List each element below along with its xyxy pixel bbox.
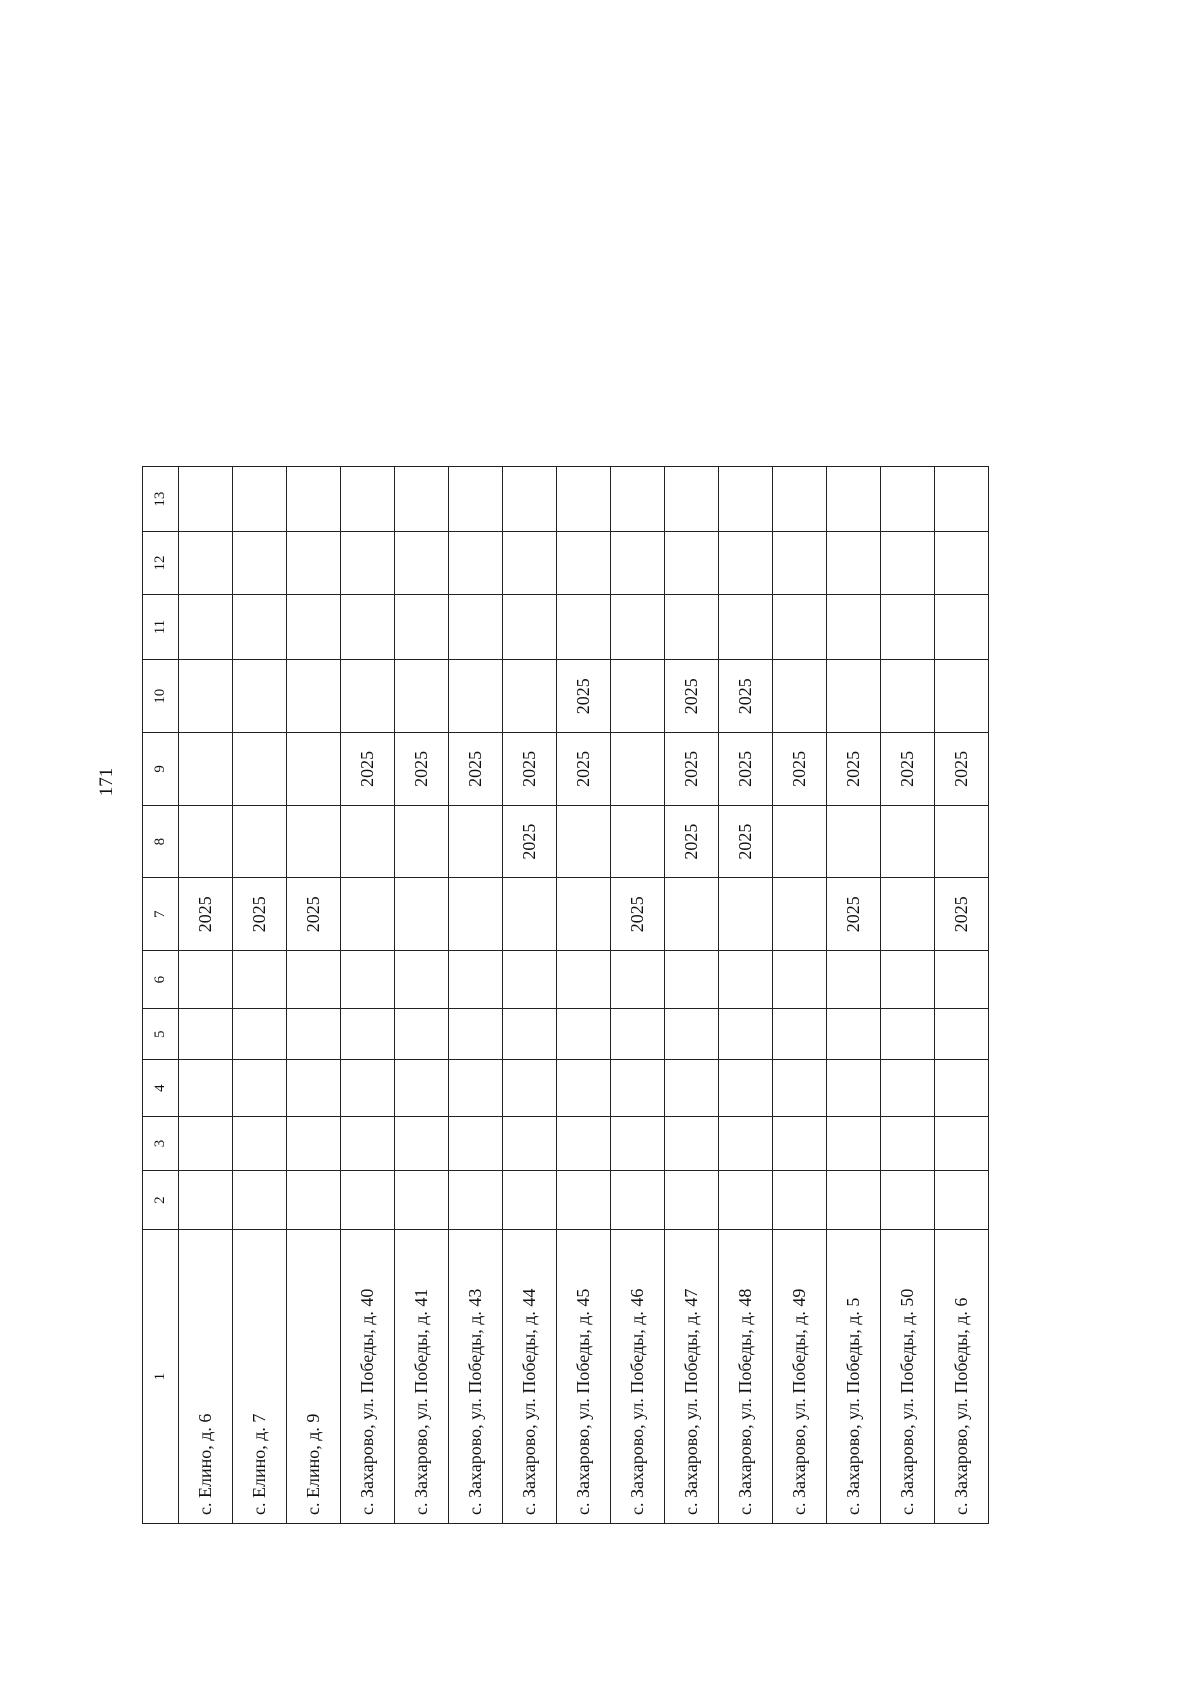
year-cell [233,1170,287,1229]
column-header: 1 [143,1230,179,1524]
year-cell [719,1060,773,1117]
year-cell [665,1009,719,1060]
year-cell [665,467,719,532]
year-cell [233,660,287,733]
year-cell [773,467,827,532]
year-cell [665,594,719,660]
year-cell [233,594,287,660]
column-header: 12 [143,532,179,594]
year-cell [503,1170,557,1229]
column-header: 3 [143,1116,179,1170]
year-cell: 2025 [449,733,503,806]
year-cell [449,1009,503,1060]
column-header: 10 [143,660,179,733]
year-cell [773,805,827,878]
year-cell [233,1060,287,1117]
year-cell [287,532,341,594]
year-cell: 2025 [827,733,881,806]
address-cell: с. Захарово, ул. Победы, д. 47 [665,1230,719,1524]
year-cell [449,805,503,878]
year-cell: 2025 [557,733,611,806]
year-cell [935,532,989,594]
year-cell [665,1170,719,1229]
year-cell [395,1060,449,1117]
address-cell: с. Захарово, ул. Победы, д. 49 [773,1230,827,1524]
column-header: 9 [143,733,179,806]
year-cell [449,1116,503,1170]
year-cell [179,1009,233,1060]
table-row [665,467,719,1524]
year-cell [719,1009,773,1060]
year-cell: 2025 [935,878,989,951]
year-cell [827,660,881,733]
year-cell: 2025 [179,878,233,951]
year-cell [287,805,341,878]
year-cell [233,951,287,1009]
year-cell [503,532,557,594]
year-cell [827,1116,881,1170]
year-cell [665,1116,719,1170]
year-cell [773,951,827,1009]
year-cell: 2025 [665,733,719,806]
year-cell: 2025 [719,660,773,733]
address-cell: с. Захарово, ул. Победы, д. 48 [719,1230,773,1524]
year-cell [233,805,287,878]
table-row [719,467,773,1524]
year-cell [935,1060,989,1117]
year-cell [827,951,881,1009]
table-row [773,467,827,1524]
year-cell [449,467,503,532]
year-cell [233,467,287,532]
year-cell [557,1009,611,1060]
year-cell [557,532,611,594]
year-cell: 2025 [503,805,557,878]
year-cell [287,1116,341,1170]
year-cell: 2025 [395,733,449,806]
year-cell [233,1009,287,1060]
address-cell: с. Захарово, ул. Победы, д. 50 [881,1230,935,1524]
year-cell [611,1009,665,1060]
year-cell [503,878,557,951]
year-cell [449,660,503,733]
year-cell [449,878,503,951]
year-cell [719,951,773,1009]
year-cell [665,532,719,594]
year-cell [503,1116,557,1170]
year-cell [449,951,503,1009]
table-row [881,467,935,1524]
year-cell [935,660,989,733]
address-cell: с. Елино, д. 9 [287,1230,341,1524]
year-cell [935,1116,989,1170]
year-cell [233,532,287,594]
year-cell [557,951,611,1009]
year-cell [827,1060,881,1117]
year-cell: 2025 [881,733,935,806]
year-cell [449,532,503,594]
year-cell [233,1116,287,1170]
year-cell: 2025 [611,878,665,951]
year-cell [179,660,233,733]
year-cell: 2025 [665,805,719,878]
year-cell [773,660,827,733]
table-row [233,467,287,1524]
year-cell [881,467,935,532]
year-cell [665,951,719,1009]
year-cell [287,594,341,660]
year-cell [557,805,611,878]
year-cell [881,878,935,951]
year-cell: 2025 [719,733,773,806]
year-cell: 2025 [935,733,989,806]
year-cell [341,1116,395,1170]
year-cell [881,532,935,594]
address-cell: с. Елино, д. 7 [233,1230,287,1524]
year-cell [557,1170,611,1229]
year-cell: 2025 [665,660,719,733]
year-cell [881,951,935,1009]
year-cell [287,467,341,532]
year-cell [449,594,503,660]
year-cell [341,805,395,878]
year-cell [395,467,449,532]
column-header: 7 [143,878,179,951]
year-cell [665,878,719,951]
table-row [611,467,665,1524]
column-header: 2 [143,1170,179,1229]
year-cell [179,594,233,660]
year-cell [179,805,233,878]
year-cell [287,951,341,1009]
address-cell: с. Захарово, ул. Победы, д. 45 [557,1230,611,1524]
year-cell [773,1170,827,1229]
year-cell [665,1060,719,1117]
year-cell [341,467,395,532]
address-cell: с. Елино, д. 6 [179,1230,233,1524]
page-number: 171 [96,767,117,797]
year-cell [611,733,665,806]
year-cell [773,878,827,951]
schedule-table [142,466,989,1524]
year-cell [503,1009,557,1060]
year-cell [395,594,449,660]
year-cell [503,467,557,532]
year-cell [827,532,881,594]
year-cell: 2025 [503,733,557,806]
rotated-table-container [142,466,989,1524]
year-cell [287,1060,341,1117]
year-cell [341,951,395,1009]
year-cell [719,532,773,594]
year-cell [935,594,989,660]
year-cell [881,1170,935,1229]
year-cell [827,467,881,532]
table-row [557,467,611,1524]
year-cell [719,467,773,532]
year-cell [827,1009,881,1060]
year-cell [557,1060,611,1117]
year-cell [611,467,665,532]
column-header: 13 [143,467,179,532]
year-cell [233,733,287,806]
year-cell [719,1170,773,1229]
table-row [341,467,395,1524]
table-row [179,467,233,1524]
year-cell [179,467,233,532]
year-cell [935,805,989,878]
table-row [827,467,881,1524]
year-cell [179,951,233,1009]
year-cell [179,733,233,806]
year-cell [827,1170,881,1229]
year-cell: 2025 [341,733,395,806]
year-cell [341,532,395,594]
year-cell [179,532,233,594]
year-cell [719,1116,773,1170]
year-cell [395,1170,449,1229]
year-cell [557,467,611,532]
year-cell [341,878,395,951]
year-cell [935,1009,989,1060]
address-cell: с. Захарово, ул. Победы, д. 43 [449,1230,503,1524]
table-row [503,467,557,1524]
year-cell [395,1009,449,1060]
year-cell [881,1116,935,1170]
year-cell [395,878,449,951]
year-cell [503,660,557,733]
year-cell [395,951,449,1009]
year-cell: 2025 [719,805,773,878]
address-cell: с. Захарово, ул. Победы, д. 41 [395,1230,449,1524]
year-cell [287,733,341,806]
year-cell [287,1009,341,1060]
year-cell [395,532,449,594]
year-cell [935,467,989,532]
year-cell [773,1009,827,1060]
year-cell [395,1116,449,1170]
year-cell: 2025 [557,660,611,733]
year-cell [395,660,449,733]
year-cell [773,532,827,594]
year-cell [881,805,935,878]
table-row [287,467,341,1524]
year-cell [557,594,611,660]
year-cell: 2025 [827,878,881,951]
year-cell [179,1170,233,1229]
year-cell [881,660,935,733]
year-cell [611,951,665,1009]
year-cell [881,1009,935,1060]
address-cell: с. Захарово, ул. Победы, д. 46 [611,1230,665,1524]
year-cell [881,594,935,660]
year-cell [773,594,827,660]
year-cell [287,660,341,733]
year-cell [773,1116,827,1170]
table-header-row [143,467,179,1524]
year-cell [557,1116,611,1170]
column-header: 8 [143,805,179,878]
year-cell: 2025 [233,878,287,951]
year-cell [341,1170,395,1229]
year-cell [611,1170,665,1229]
year-cell [395,805,449,878]
table-row [395,467,449,1524]
year-cell [611,594,665,660]
year-cell [611,660,665,733]
year-cell [341,1060,395,1117]
year-cell [935,1170,989,1229]
table-row [935,467,989,1524]
year-cell [935,951,989,1009]
year-cell [449,1060,503,1117]
address-cell: с. Захарово, ул. Победы, д. 6 [935,1230,989,1524]
year-cell [773,1060,827,1117]
year-cell [881,1060,935,1117]
year-cell: 2025 [287,878,341,951]
year-cell [503,594,557,660]
year-cell [611,1116,665,1170]
address-cell: с. Захарово, ул. Победы, д. 40 [341,1230,395,1524]
year-cell [827,805,881,878]
year-cell [719,878,773,951]
column-header: 5 [143,1009,179,1060]
year-cell [449,1170,503,1229]
year-cell [557,878,611,951]
year-cell: 2025 [773,733,827,806]
year-cell [179,1060,233,1117]
year-cell [827,594,881,660]
year-cell [611,532,665,594]
year-cell [611,805,665,878]
address-cell: с. Захарово, ул. Победы, д. 44 [503,1230,557,1524]
column-header: 4 [143,1060,179,1117]
column-header: 11 [143,594,179,660]
address-cell: с. Захарово, ул. Победы, д. 5 [827,1230,881,1524]
table-row [449,467,503,1524]
column-header: 6 [143,951,179,1009]
year-cell [503,1060,557,1117]
year-cell [611,1060,665,1117]
year-cell [719,594,773,660]
year-cell [341,594,395,660]
year-cell [341,1009,395,1060]
year-cell [341,660,395,733]
year-cell [287,1170,341,1229]
year-cell [179,1116,233,1170]
year-cell [503,951,557,1009]
